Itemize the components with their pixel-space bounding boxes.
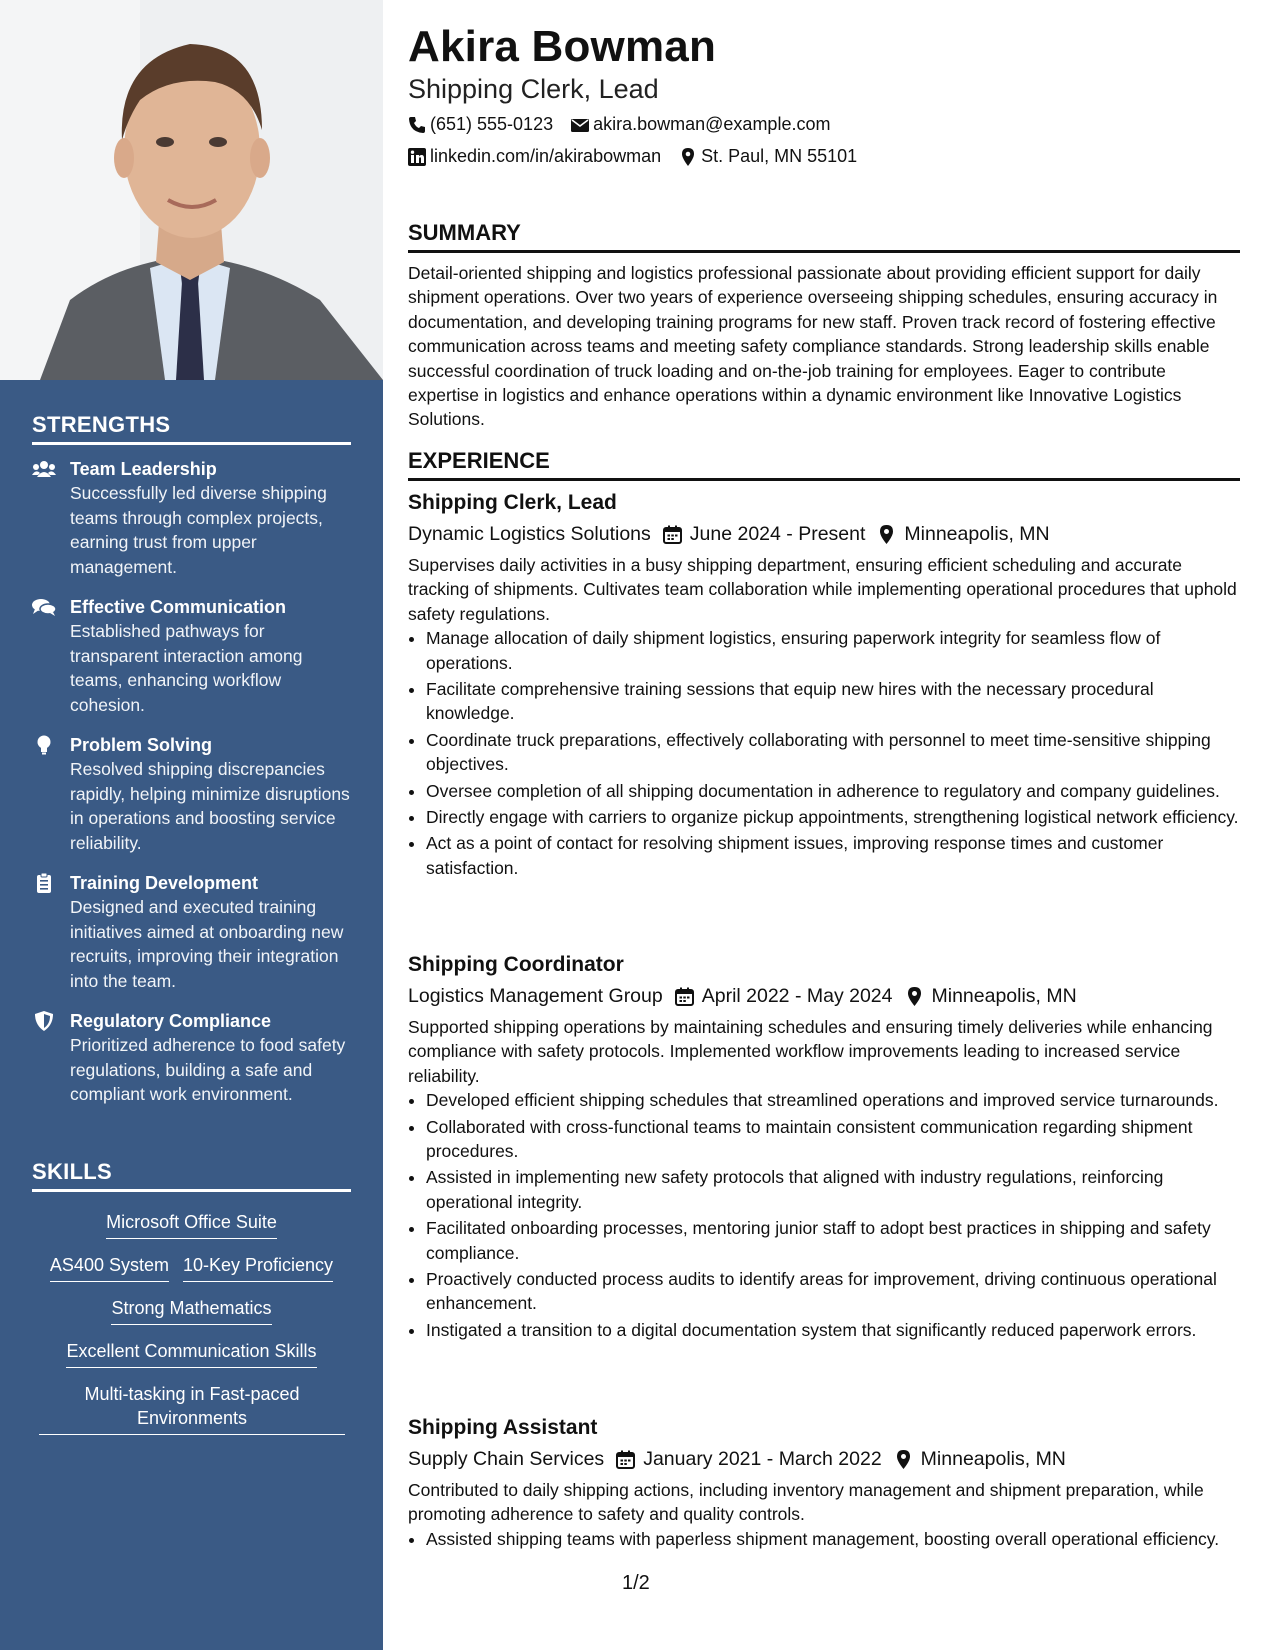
- strength-desc: Resolved shipping discrepancies rapidly, helping minimize disruptions in operations and boosting service reliability.: [70, 759, 350, 853]
- company-name: Logistics Management Group: [408, 985, 663, 1007]
- job-dates: June 2024 - Present: [689, 523, 866, 545]
- strength-desc: Prioritized adherence to food safety regulations, building a safe and compliant work environment.: [70, 1035, 346, 1104]
- job-title: Shipping Coordinator: [408, 953, 624, 976]
- calendar-icon: [663, 525, 682, 544]
- skills-list: [32, 1204, 351, 1435]
- contact-row-1: [408, 114, 830, 135]
- map-pin-icon: [894, 1450, 913, 1469]
- email-address: akira.bowman@example.com: [593, 114, 831, 134]
- calendar-icon: [675, 987, 694, 1006]
- job-entry: [408, 1414, 1240, 1553]
- profile-photo: [0, 0, 383, 380]
- list-item: • Directly engage with carriers to organize pickup appointments, strengthening logistical network efficiency.: [426, 805, 1240, 829]
- job-location: Minneapolis, MN: [904, 523, 1050, 545]
- summary-heading: SUMMARY: [408, 220, 1240, 253]
- list-item: • Instigated a transition to a digital documentation system that significantly reduced paperwork errors.: [426, 1318, 1240, 1342]
- skill-tag: AS400 System: [50, 1253, 169, 1282]
- list-item: • Facilitated onboarding processes, mentoring junior staff to adopt best practices in shipping and safety compliance.: [426, 1216, 1240, 1265]
- job-bullets: [426, 1527, 1240, 1551]
- page-number: 1/2: [622, 1572, 650, 1594]
- strength-desc: Established pathways for transparent interaction among teams, enhancing workflow cohesion.: [70, 621, 303, 715]
- job-location: Minneapolis, MN: [920, 1448, 1066, 1470]
- list-item: • Collaborated with cross-functional teams to maintain consistent communication regarding shipment procedures.: [426, 1115, 1240, 1164]
- skills-section: [32, 1159, 351, 1449]
- candidate-name: Akira Bowman: [408, 22, 717, 71]
- candidate-title: Shipping Clerk, Lead: [408, 74, 659, 104]
- job-location: Minneapolis, MN: [931, 985, 1077, 1007]
- skill-tag: Multi-tasking in Fast-paced Environments: [39, 1382, 345, 1435]
- job-entry: [408, 489, 1240, 882]
- strength-item: [32, 733, 351, 855]
- strength-item: [32, 457, 351, 579]
- skill-tag: Excellent Communication Skills: [66, 1339, 316, 1368]
- sidebar: [0, 0, 383, 1650]
- skill-tag: Microsoft Office Suite: [106, 1210, 277, 1239]
- job-bullets: [426, 1088, 1240, 1342]
- list-item: • Assisted shipping teams with paperless shipment management, boosting overall operational efficiency.: [426, 1527, 1240, 1551]
- strengths-heading: STRENGTHS: [32, 412, 351, 445]
- strength-name: Training Development: [70, 873, 259, 893]
- strength-item: [32, 1009, 351, 1107]
- location: St. Paul, MN 55101: [701, 146, 858, 166]
- job-meta: [408, 519, 1240, 549]
- contact-row-2: [408, 146, 857, 167]
- clipboard-icon: [32, 873, 56, 893]
- experience-heading: EXPERIENCE: [408, 448, 1240, 481]
- strength-name: Regulatory Compliance: [70, 1011, 272, 1031]
- list-item: • Assisted in implementing new safety protocols that aligned with industry regulations, reinforcing operational integrity.: [426, 1165, 1240, 1214]
- job-meta: [408, 981, 1240, 1011]
- list-item: • Developed efficient shipping schedules that streamlined operations and improved service turnarounds.: [426, 1088, 1240, 1112]
- map-pin-icon: [905, 987, 924, 1006]
- list-item: • Proactively conducted process audits to identify areas for improvement, driving continuous operational enhancement.: [426, 1267, 1240, 1316]
- job-bullets: [426, 626, 1240, 880]
- skill-tag: Strong Mathematics: [111, 1296, 271, 1325]
- calendar-icon: [616, 1450, 635, 1469]
- linkedin-icon: [408, 148, 426, 166]
- linkedin-url: linkedin.com/in/akirabowman: [430, 146, 662, 166]
- list-item: • Manage allocation of daily shipment logistics, ensuring paperwork integrity for seamless flow of operations.: [426, 626, 1240, 675]
- job-dates: January 2021 - March 2022: [643, 1448, 882, 1470]
- job-description: Supported shipping operations by maintaining schedules and ensuring timely deliveries while enhancing compliance with safety protocols. Implemented workflow improvements leading to increased service reliability.: [408, 1017, 1213, 1086]
- strength-desc: Successfully led diverse shipping teams through complex projects, earning trust from upper management.: [70, 483, 327, 577]
- strength-desc: Designed and executed training initiatives aimed at onboarding new recruits, improving their integration into the team.: [70, 897, 344, 991]
- list-item: • Coordinate truck preparations, effectively collaborating with personnel to meet time-sensitive shipping objectives.: [426, 728, 1240, 777]
- strength-item: [32, 871, 351, 993]
- job-dates: April 2022 - May 2024: [701, 985, 893, 1007]
- job-entry: [408, 951, 1240, 1344]
- skill-tag: 10-Key Proficiency: [183, 1253, 333, 1282]
- job-meta: [408, 1444, 1240, 1474]
- strength-name: Team Leadership: [70, 459, 217, 479]
- map-pin-icon: [877, 525, 896, 544]
- job-title: Shipping Assistant: [408, 1416, 598, 1439]
- map-pin-icon: [679, 148, 697, 166]
- strength-item: [32, 595, 351, 717]
- company-name: Dynamic Logistics Solutions: [408, 523, 651, 545]
- strengths-section: [32, 412, 351, 1123]
- comments-icon: [32, 597, 56, 617]
- envelope-icon: [571, 116, 589, 134]
- job-description: Supervises daily activities in a busy shipping department, ensuring efficient scheduling and accurate tracking of shipments. Cultivates team collaboration while implementing operational procedures that uphold safety regulations.: [408, 555, 1237, 624]
- shield-icon: [32, 1011, 56, 1031]
- list-item: • Facilitate comprehensive training sessions that equip new hires with the necessary procedural knowledge.: [426, 677, 1240, 726]
- users-icon: [32, 459, 56, 479]
- strength-name: Effective Communication: [70, 597, 287, 617]
- lightbulb-icon: [32, 735, 56, 755]
- job-description: Contributed to daily shipping actions, including inventory management and shipment preparation, while promoting adherence to safety and quality controls.: [408, 1480, 1204, 1525]
- phone-number: (651) 555-0123: [430, 114, 554, 134]
- phone-icon: [408, 116, 426, 134]
- company-name: Supply Chain Services: [408, 1448, 605, 1470]
- summary-text: Detail-oriented shipping and logistics professional passionate about providing efficient support for daily shipment operations. Over two years of experience overseeing shipping schedules, ensuring accuracy in documentation, and developing training programs for new staff. Proven track record of fostering effective communication across teams and meeting safety compliance standards. Strong leadership skills enable successful coordination of truck loading and on-the-job training for employees. Eager to contribute expertise in logistics and enhance operations within a dynamic environment like Innovative Logistics Solutions.: [408, 263, 1218, 430]
- list-item: • Oversee completion of all shipping documentation in adherence to regulatory and company guidelines.: [426, 779, 1240, 803]
- strength-name: Problem Solving: [70, 735, 213, 755]
- list-item: • Act as a point of contact for resolving shipment issues, improving response times and customer satisfaction.: [426, 831, 1240, 880]
- job-title: Shipping Clerk, Lead: [408, 491, 617, 514]
- skills-heading: SKILLS: [32, 1159, 351, 1192]
